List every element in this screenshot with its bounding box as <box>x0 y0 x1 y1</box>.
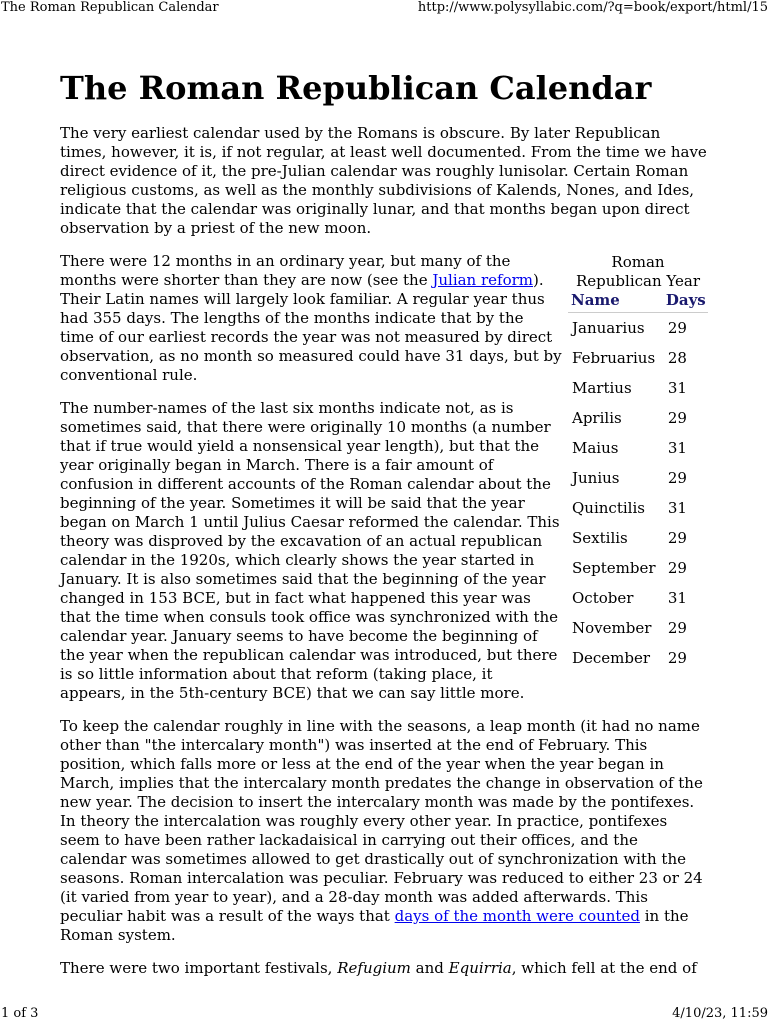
table-row <box>568 523 708 553</box>
months-table-caption: Roman Republican Year <box>576 253 700 290</box>
month-days: 29 <box>667 558 687 577</box>
month-days: 29 <box>667 648 687 667</box>
paragraph-intro: The very earliest calendar used by the Romans is obscure. By later Republican times, however, it is, if not regular, at least well documented. From the time we have direct evidence of it, the pre-Julian calendar was roughly lunisolar. Certain Roman religious customs, as well as the monthly subdivisions of Kalends, Nones, and Ides, indicate that the calendar was originally lunar, and that months began upon direct observation by a priest of the new moon. <box>60 124 707 237</box>
month-days: 29 <box>667 618 687 637</box>
paragraph-festivals-text-1: There were two important festivals, <box>60 959 338 977</box>
article <box>60 60 708 992</box>
month-name: Sextilis <box>572 528 628 547</box>
column-header-name: Name <box>568 291 660 313</box>
month-name: November <box>572 618 652 637</box>
month-name: December <box>572 648 651 667</box>
table-row <box>568 343 708 373</box>
month-name: Aprilis <box>572 408 622 427</box>
print-footer-datetime: 4/10/23, 11:59 <box>672 1006 768 1021</box>
table-row <box>568 553 708 583</box>
month-days: 31 <box>667 378 687 397</box>
table-row <box>568 463 708 493</box>
paragraph-year-start: The number-names of the last six months indicate not, as is sometimes said, that there were originally 10 months (a number that if true would yield a nonsensical year length), but that the year originally began in March. There is a fair amount of confusion in different accounts of the Roman calendar about the beginning of the year. Sometimes it will be said that the year began on March 1 until Julius Caesar reformed the calendar. This theory was disproved by the excavation of an actual republican calendar in the 1920s, which clearly shows the year started in January. It is also sometimes said that the beginning of the year changed in 153 BCE, but in fact what happened this year was that the time when consuls took office was synchronized with the calendar year. January seems to have become the beginning of the year when the republican calendar was introduced, but there is so little information about that reform (taking place, it appears, in the 5th-century BCE) that we can say little more. <box>60 399 560 702</box>
month-name: Februarius <box>572 348 656 367</box>
print-footer-page: 1 of 3 <box>1 1006 39 1021</box>
festival-refugium: Refugium <box>337 959 411 977</box>
paragraph-months-text-2: ). Their Latin names will largely look familiar. A regular year thus had 355 days. The lengths of the months indicate that by the time of our earliest records the year was not measured by direct observation, as no month so measured could have 31 days, but by conventional rule. <box>60 271 562 384</box>
month-days: 31 <box>667 498 687 517</box>
month-name: October <box>572 588 634 607</box>
month-days: 29 <box>667 318 687 337</box>
month-name: Junius <box>572 468 620 487</box>
month-days: 29 <box>667 408 687 427</box>
table-row <box>568 433 708 463</box>
month-days: 31 <box>667 588 687 607</box>
month-days: 29 <box>667 528 687 547</box>
paragraph-intercalation-text-2: in the Roman system. <box>60 907 689 944</box>
month-name: Januarius <box>572 318 645 337</box>
paragraph-festivals-text-3: , which fell at the end of <box>511 959 697 977</box>
paragraph-intercalation <box>60 717 708 945</box>
column-header-days: Days <box>660 291 708 313</box>
print-header-url: http://www.polysyllabic.com/?q=book/export/html/15 <box>417 0 768 15</box>
paragraph-festivals <box>60 959 708 978</box>
month-name: September <box>572 558 656 577</box>
paragraph-festivals-text-2: and <box>410 959 449 977</box>
table-row <box>568 313 708 344</box>
months-table-header-row <box>568 291 708 313</box>
month-name: Martius <box>572 378 632 397</box>
table-row <box>568 403 708 433</box>
print-header-title: The Roman Republican Calendar <box>1 0 219 15</box>
print-footer <box>0 1006 768 1022</box>
table-row <box>568 613 708 643</box>
table-row <box>568 493 708 523</box>
table-row <box>568 643 708 673</box>
paragraph-months-text-1: There were 12 months in an ordinary year, but many of the months were shorter than they are now (see the <box>60 252 511 289</box>
month-name: Maius <box>572 438 619 457</box>
month-name: Quinctilis <box>572 498 645 517</box>
months-table <box>568 252 708 673</box>
month-days: 29 <box>667 468 687 487</box>
month-days: 28 <box>667 348 687 367</box>
print-header <box>0 0 768 16</box>
month-days: 31 <box>667 438 687 457</box>
paragraph-intercalation-text-1: To keep the calendar roughly in line with the seasons, a leap month (it had no name other than "the intercalary month") was inserted at the end of February. This position, which falls more or less at the end of the year when the year began in March, implies that the intercalary month predates the change in observation of the new year. The decision to insert the intercalary month was made by the pontifexes. In theory the intercalation was roughly every other year. In practice, pontifexes seem to have been rather lackadaisical in carrying out their offices, and the calendar was sometimes allowed to get drastically out of synchronization with the seasons. Roman intercalation was peculiar. February was reduced to either 23 or 24 (it varied from year to year), and a 28-day month was added afterwards. This peculiar habit was a result of the ways that <box>60 717 703 925</box>
page-title: The Roman Republican Calendar <box>60 69 652 107</box>
days-counted-link[interactable]: days of the month were counted <box>394 907 640 925</box>
julian-reform-link[interactable]: Julian reform <box>432 271 534 289</box>
table-row <box>568 373 708 403</box>
table-row <box>568 583 708 613</box>
festival-equirria: Equirria <box>448 959 512 977</box>
